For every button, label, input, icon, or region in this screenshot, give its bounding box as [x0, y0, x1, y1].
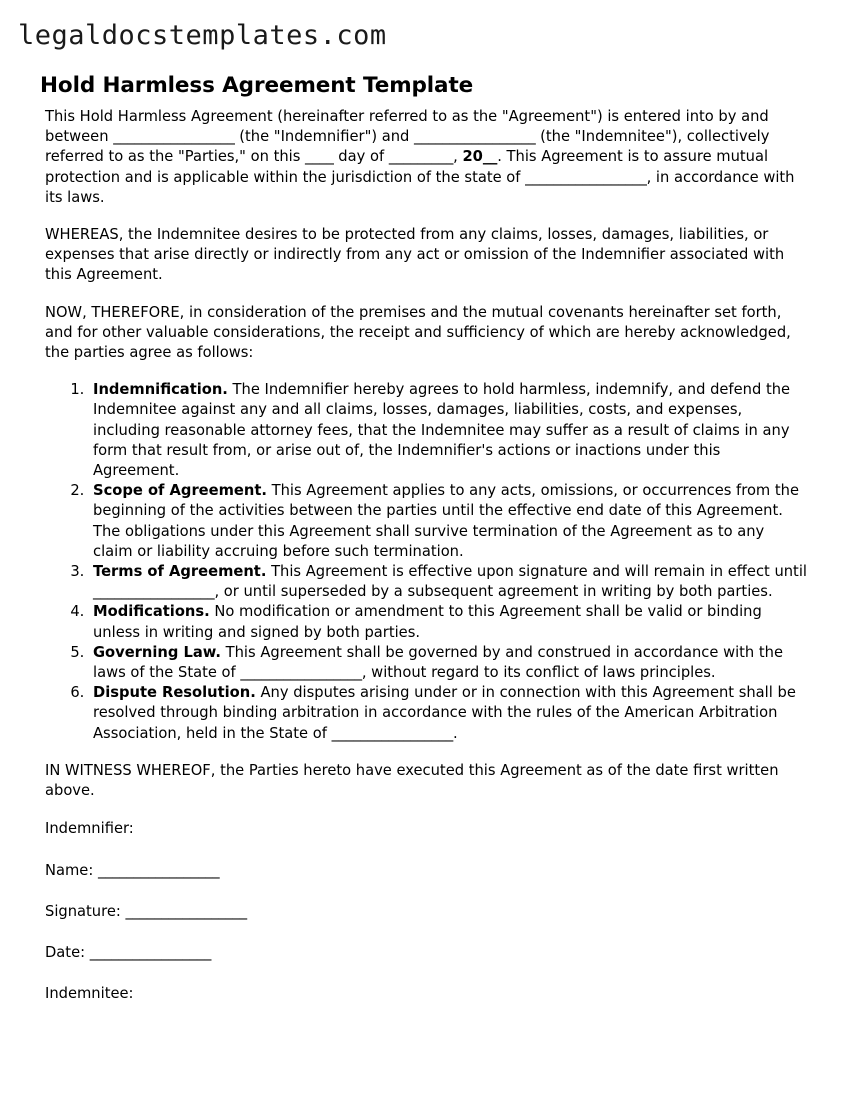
clause-item-dispute-resolution: [89, 683, 807, 744]
month-blank: _________: [388, 148, 454, 166]
arbitration-state-blank: _________________: [331, 724, 454, 742]
governing-state-blank: _________________: [240, 664, 362, 682]
clause-title: Modifications.: [93, 603, 210, 621]
intro-segment-1: This Hold Harmless Agreement (hereinafter referred to as the "Agreement") is entered into by and between: [45, 108, 769, 146]
indemnifier-name-blank: _________________: [113, 128, 235, 146]
intro-segment-2: (the "Indemnifier") and: [234, 128, 415, 146]
year-blank: __: [482, 148, 498, 166]
clause-text: No modification or amendment to this Agreement shall be valid or binding unless in writing and signed by both parties.: [93, 603, 762, 641]
site-watermark: legaldocstemplates.com: [18, 20, 387, 51]
year-prefix: 20: [462, 148, 483, 166]
intro-segment-4: day of: [333, 148, 389, 166]
clause-text-before: This Agreement shall be governed by and construed in accordance with the laws of the State of: [93, 643, 784, 682]
intro-segment-6: . This Agreement is to assure mutual protection and is applicable within the jurisdiction of the state of: [45, 148, 769, 186]
date-label: Date:: [45, 943, 90, 961]
day-blank: ____: [305, 148, 334, 166]
indemnitee-label: Indemnitee:: [45, 985, 134, 1003]
name-label: Name:: [45, 861, 98, 879]
clause-list: [45, 380, 807, 744]
signature-blank: _________________: [125, 902, 247, 920]
clause-text: The Indemnifier hereby agrees to hold harmless, indemnify, and defend the Indemnitee against any and all claims, losses, damages, liabilities, costs, and expenses, including reasonable attorney fees, that the Indemnitee may suffer as a result of claims in any form that result from, or arise out of, the Indemnifier's actions or inactions under this Agreement.: [93, 381, 791, 480]
clause-text-before: This Agreement is effective upon signature and will remain in effect until: [266, 563, 807, 581]
clause-item-governing-law: [89, 643, 807, 683]
clause-item-scope-of-agreement: [89, 481, 807, 562]
clause-title: Terms of Agreement.: [93, 563, 267, 581]
indemnitee-name-blank: _________________: [414, 128, 536, 146]
clause-item-modifications: [89, 602, 807, 642]
intro-segment-7: , in accordance with its laws.: [45, 168, 795, 206]
effective-until-blank: _________________: [93, 583, 215, 601]
intro-paragraph: [45, 107, 807, 208]
clause-title: Scope of Agreement.: [93, 482, 267, 500]
name-field-row: [45, 861, 807, 881]
clause-text-before: Any disputes arising under or in connection with this Agreement shall be resolved through binding arbitration in accordance with the rules of the American Arbitration Association, held in the State of: [93, 684, 796, 742]
signature-block-indemnifier: [45, 819, 807, 1004]
clause-text: This Agreement applies to any acts, omissions, or occurrences from the beginning of the activities between the parties until the effective end date of this Agreement. The obligations under this Agreement shall survive termination of the Agreement as to any claim or liability accruing before such termination.: [93, 482, 800, 560]
intro-segment-3: (the "Indemnitee"), collectively referred to as the "Parties," on this: [45, 128, 770, 166]
name-blank: _________________: [97, 861, 220, 879]
clause-text-after: .: [453, 724, 458, 742]
witness-paragraph: IN WITNESS WHEREOF, the Parties hereto have executed this Agreement as of the date first written above.: [45, 761, 779, 800]
clause-title: Indemnification.: [93, 381, 228, 399]
clause-item-terms-of-agreement: [89, 562, 807, 602]
date-field-row: [45, 943, 807, 963]
document-body: [45, 107, 807, 1025]
signature-field-row: [45, 902, 807, 922]
now-therefore-paragraph: NOW, THEREFORE, in consideration of the premises and the mutual covenants hereinafter set forth, and for other valuable considerations, the receipt and sufficiency of which are hereby acknowledged, the parties agree as follows:: [45, 303, 791, 362]
clause-text-after: , without regard to its conflict of laws principles.: [361, 664, 716, 682]
clause-title: Governing Law.: [93, 643, 221, 661]
date-blank: _________________: [89, 943, 212, 961]
signature-label: Signature:: [45, 902, 126, 920]
clause-title: Dispute Resolution.: [93, 684, 256, 702]
clause-item-indemnification: [89, 380, 807, 481]
indemnifier-label: Indemnifier:: [45, 820, 134, 838]
intro-segment-5: ,: [453, 148, 463, 166]
clause-text-after: , or until superseded by a subsequent agreement in writing by both parties.: [214, 583, 773, 601]
page-title: Hold Harmless Agreement Template: [40, 73, 474, 99]
state-blank: _________________: [525, 168, 647, 186]
whereas-paragraph: WHEREAS, the Indemnitee desires to be protected from any claims, losses, damages, liabilities, or expenses that arise directly or indirectly from any act or omission of the Indemnifier associated with this Agreement.: [45, 226, 785, 284]
